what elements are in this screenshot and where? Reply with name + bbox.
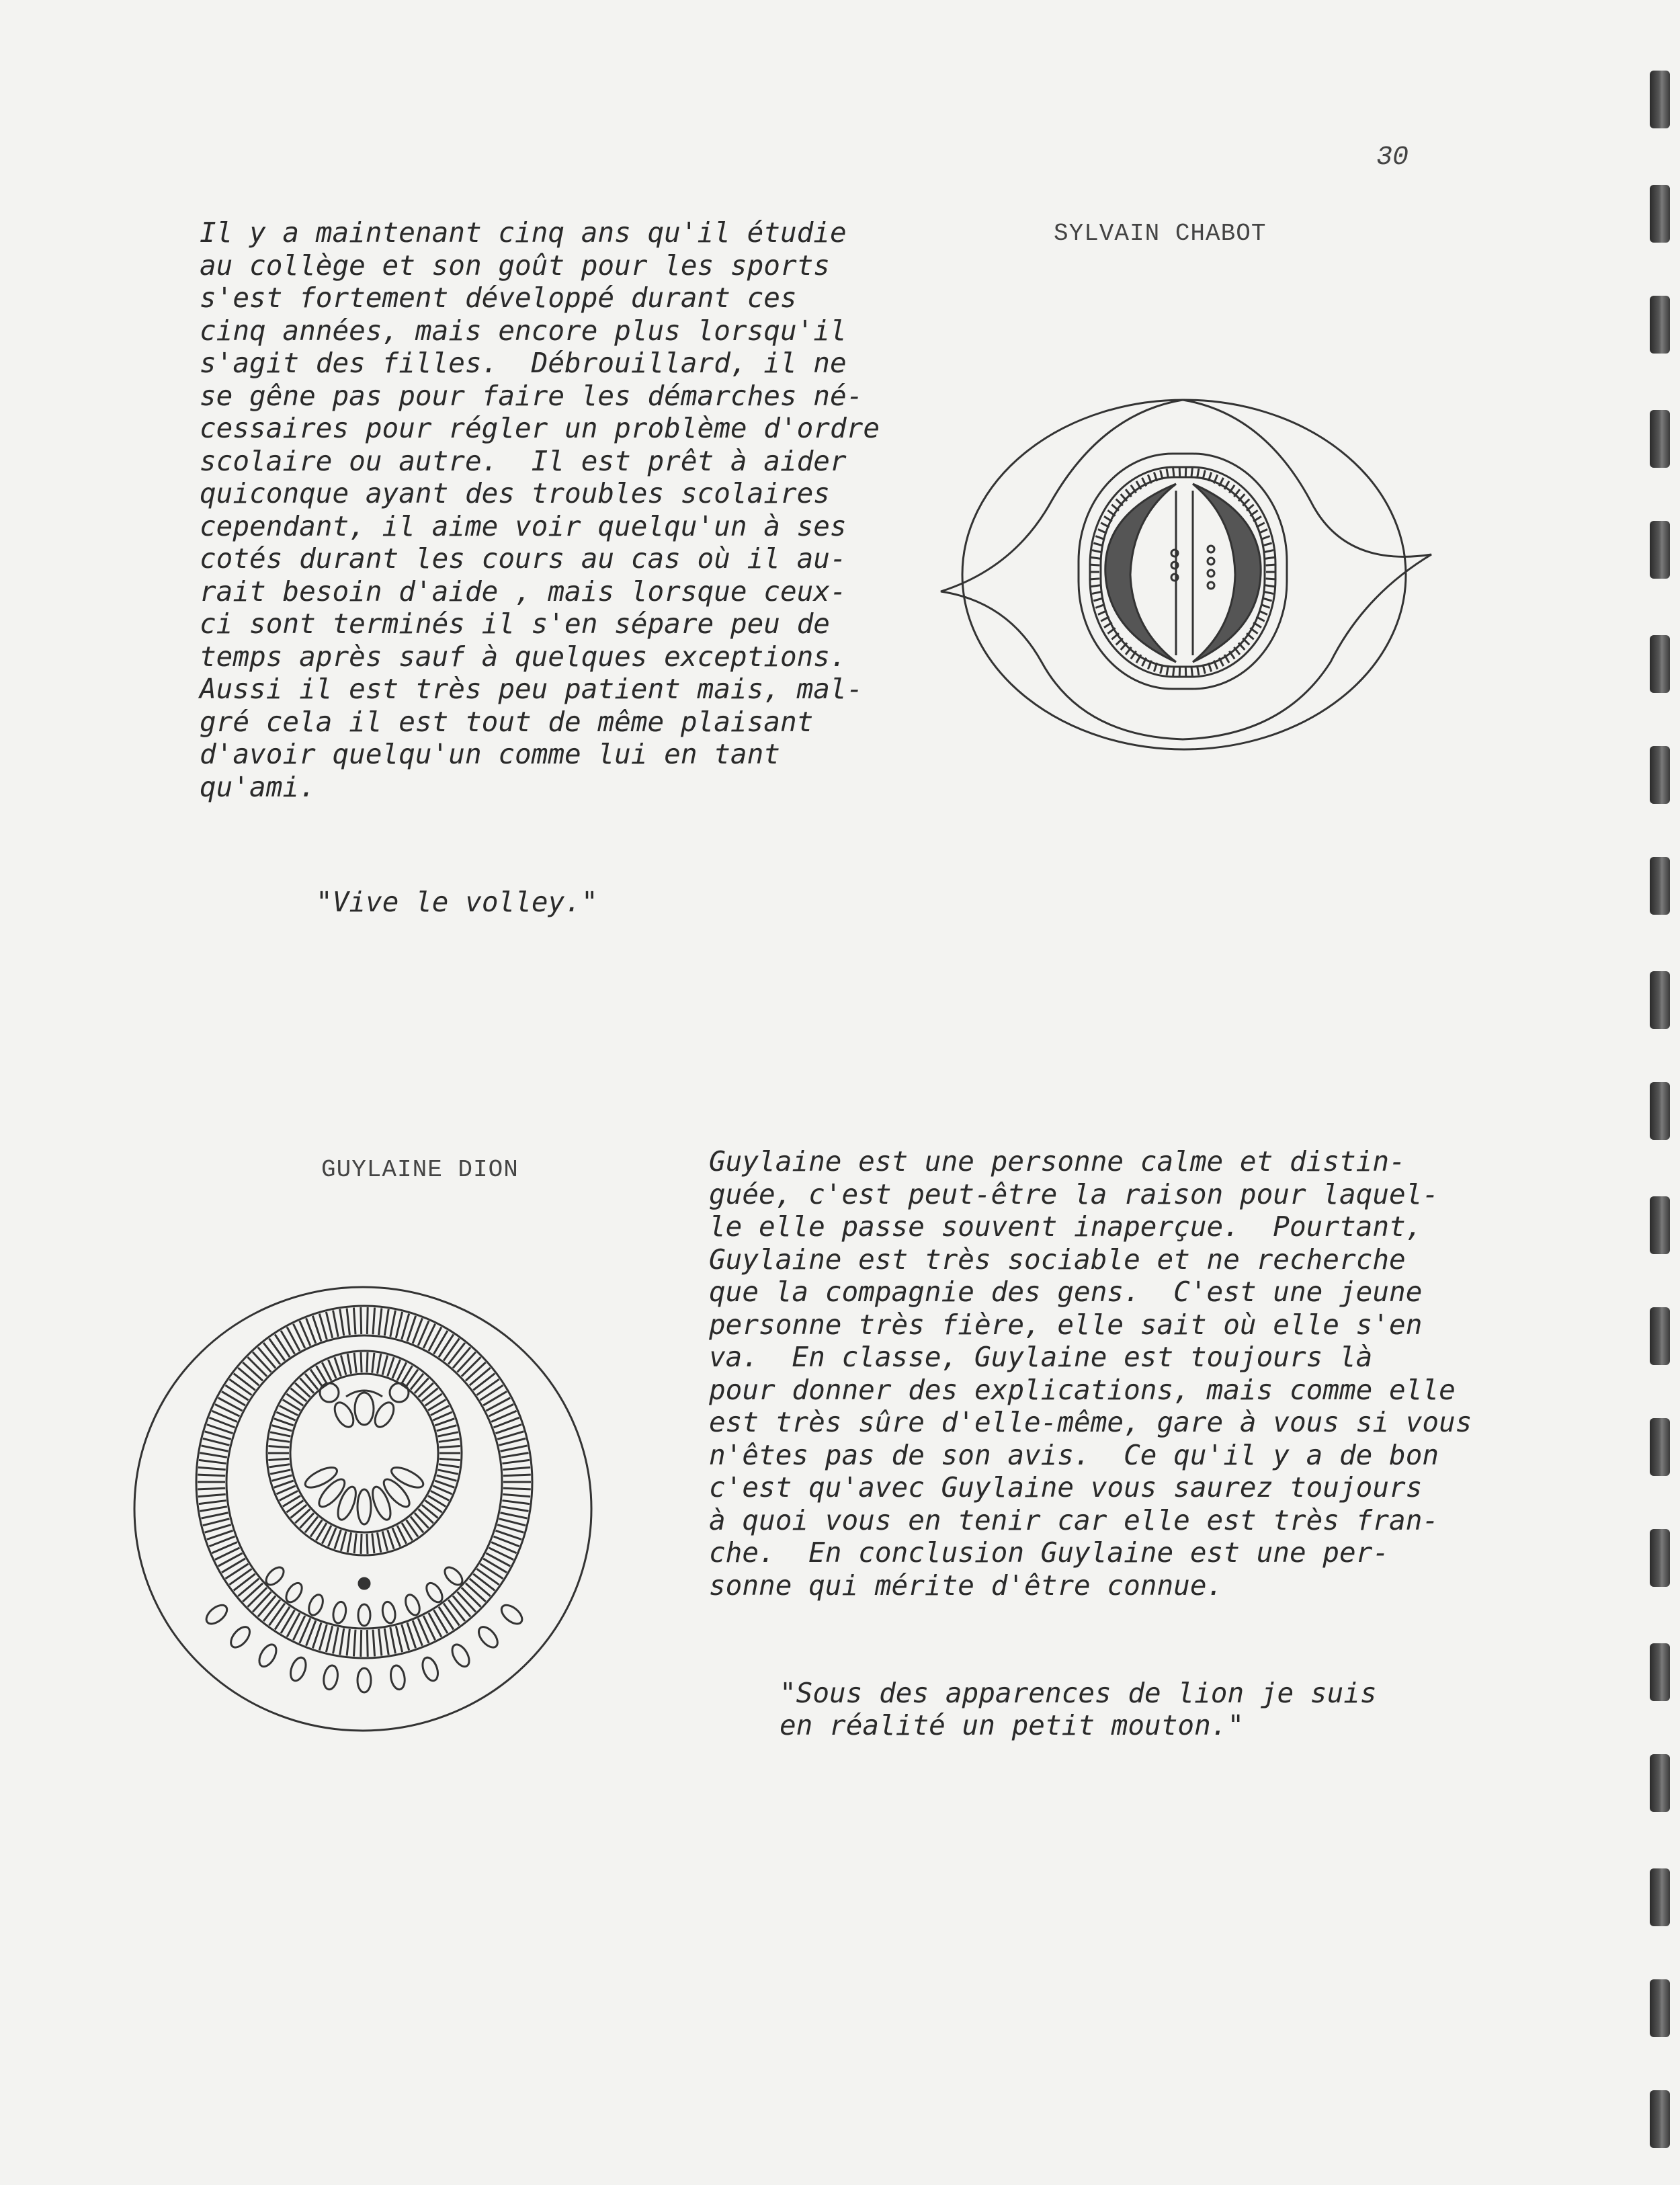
page-number: 30 xyxy=(1376,142,1409,173)
text-line: Il y a maintenant cinq ans qu'il étudie xyxy=(200,216,847,249)
name-heading-sylvain: SYLVAIN CHABOT xyxy=(1054,220,1267,247)
binder-tab xyxy=(1650,185,1670,243)
name-heading-guylaine: GUYLAINE DION xyxy=(321,1156,519,1184)
binder-tab xyxy=(1650,1307,1670,1365)
binder-tab xyxy=(1650,1529,1670,1587)
text-line: guée, c'est peut-être la raison pour laquel- xyxy=(709,1178,1439,1210)
profile-text-sylvain xyxy=(200,216,880,803)
text-line: temps après sauf à quelques exceptions. xyxy=(200,640,847,673)
text-line: cependant, il aime voir quelqu'un à ses xyxy=(200,509,847,542)
text-line: n'êtes pas de son avis. Ce qu'il y a de bon xyxy=(709,1438,1439,1471)
text-line: est très sûre d'elle-même, gare à vous si vous xyxy=(709,1406,1472,1438)
quote-sylvain xyxy=(316,886,598,918)
text-line: scolaire ou autre. Il est prêt à aider xyxy=(200,444,847,477)
text-line: rait besoin d'aide , mais lorsque ceux- xyxy=(200,575,847,608)
text-line: que la compagnie des gens. C'est une jeune xyxy=(709,1276,1423,1308)
text-line: Guylaine est très sociable et ne recherche xyxy=(709,1243,1406,1276)
binder-tab xyxy=(1650,1643,1670,1701)
binder-tab xyxy=(1650,1196,1670,1254)
text-line: quiconque ayant des troubles scolaires xyxy=(200,477,830,509)
text-line: sonne qui mérite d'être connue. xyxy=(709,1569,1224,1602)
binder-tab xyxy=(1650,1979,1670,2037)
text-line: d'avoir quelqu'un comme lui en tant xyxy=(200,738,780,770)
text-line: Guylaine est une personne calme et distin- xyxy=(709,1145,1406,1178)
text-line: s'est fortement développé durant ces xyxy=(200,282,797,314)
text-line: cotés durant les cours au cas où il au- xyxy=(200,542,847,575)
binder-tab xyxy=(1650,1868,1670,1926)
binder-tab xyxy=(1650,1082,1670,1140)
text-line: c'est qu'avec Guylaine vous saurez toujours xyxy=(709,1471,1423,1503)
text-line: Aussi il est très peu patient mais, mal- xyxy=(200,673,864,705)
quote-line: "Sous des apparences de lion je suis xyxy=(780,1677,1377,1709)
text-line: pour donner des explications, mais comme elle xyxy=(709,1373,1456,1406)
binder-tab xyxy=(1650,635,1670,693)
text-line: va. En classe, Guylaine est toujours là xyxy=(709,1341,1373,1373)
profile-text-guylaine xyxy=(709,1145,1472,1602)
text-line: ci sont terminés il s'en sépare peu de xyxy=(200,608,830,640)
binder-tab xyxy=(1650,521,1670,579)
binder-tab xyxy=(1650,971,1670,1029)
text-line: gré cela il est tout de même plaisant xyxy=(200,705,814,738)
text-line: che. En conclusion Guylaine est une per- xyxy=(709,1536,1390,1569)
text-line: se gêne pas pour faire les démarches né- xyxy=(200,379,864,412)
text-line: cinq années, mais encore plus lorsqu'il xyxy=(200,314,847,347)
text-line: qu'ami. xyxy=(200,770,316,803)
text-line: cessaires pour régler un problème d'ordre xyxy=(200,412,880,444)
binder-tab xyxy=(1650,296,1670,354)
quote-line: en réalité un petit mouton." xyxy=(780,1709,1245,1741)
text-line: personne très fière, elle sait où elle s'en xyxy=(709,1308,1423,1341)
text-line: s'agit des filles. Débrouillard, il ne xyxy=(200,347,847,379)
binder-tab xyxy=(1650,1754,1670,1812)
quote-guylaine xyxy=(780,1677,1377,1741)
binder-tab xyxy=(1650,746,1670,804)
binder-tab xyxy=(1650,2090,1670,2148)
text-line: au collège et son goût pour les sports xyxy=(200,249,830,282)
binder-tab xyxy=(1650,71,1670,128)
binder-tab xyxy=(1650,410,1670,468)
text-line: le elle passe souvent inaperçue. Pourtant, xyxy=(709,1210,1423,1243)
quote-line: "Vive le volley." xyxy=(316,886,598,918)
oval-mandala-drawing xyxy=(128,1277,598,1734)
binder-tab xyxy=(1650,1418,1670,1476)
text-line: à quoi vous en tenir car elle est très fran- xyxy=(709,1503,1439,1536)
eye-mandala-drawing xyxy=(934,373,1445,753)
binder-tab xyxy=(1650,857,1670,915)
